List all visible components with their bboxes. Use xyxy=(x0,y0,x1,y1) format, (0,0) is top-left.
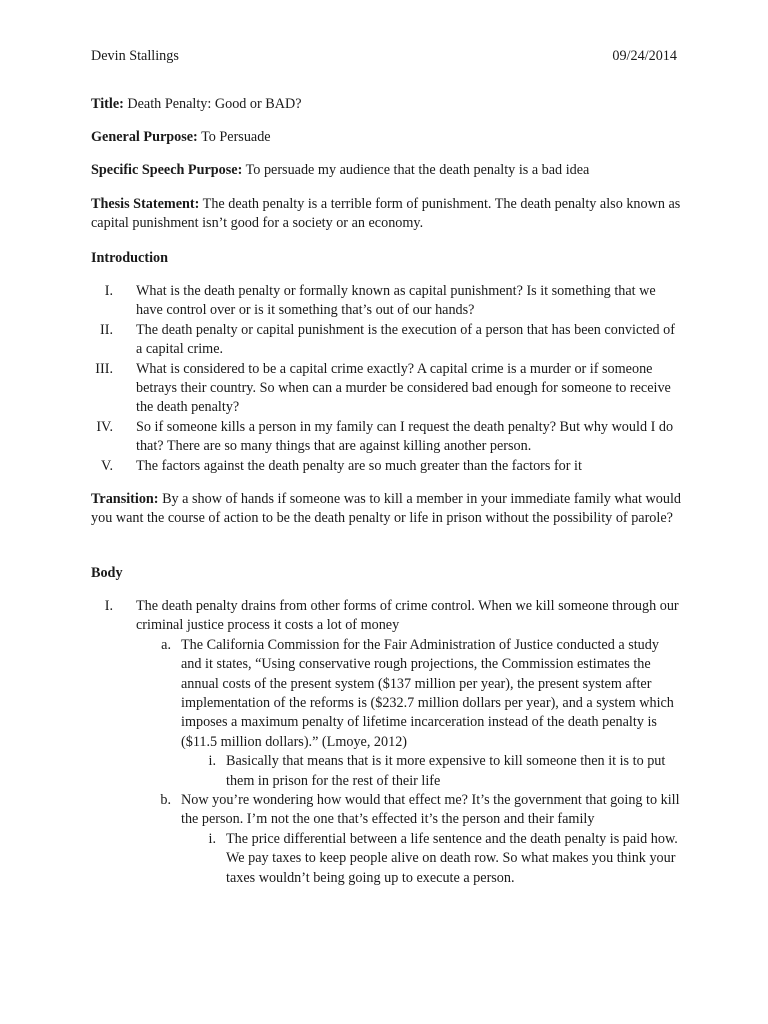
body-list xyxy=(91,597,681,888)
subsublist-text: Basically that means that is it more expensive to kill someone then it is to put them in prison for the rest of their life xyxy=(226,753,666,789)
list-number: I. xyxy=(104,598,113,614)
general-purpose-label: General Purpose: xyxy=(91,129,198,145)
list-number: II. xyxy=(100,321,113,338)
sublist-letter: a. xyxy=(161,636,171,653)
list-number: I. xyxy=(104,283,113,299)
list-text: What is considered to be a capital crime exactly? A capital crime is a murder or if someone betrays their country. So when can a murder be considered bad enough for someone to receive the death penalty? xyxy=(136,360,671,416)
transition-field xyxy=(91,490,681,529)
subsublist-numeral: i. xyxy=(208,830,216,847)
title-value: Death Penalty: Good or BAD? xyxy=(127,96,302,112)
sublist-letter: b. xyxy=(160,792,171,809)
body-heading: Body xyxy=(91,565,123,581)
specific-purpose-field xyxy=(91,161,681,180)
specific-purpose-label: Specific Speech Purpose: xyxy=(91,162,243,178)
subsublist-item xyxy=(91,752,681,791)
list-item xyxy=(91,360,681,418)
list-text: The factors against the death penalty are so much greater than the factors for it xyxy=(136,457,582,474)
subsublist-text: The price differential between a life sentence and the death penalty is paid how. We pay taxes to keep people alive on death row. So what makes you think your taxes wouldn’t being going up to execute a person. xyxy=(226,830,678,886)
subsublist-numeral: i. xyxy=(208,753,216,770)
subsublist-item xyxy=(91,830,681,888)
sublist-item-a xyxy=(91,636,681,752)
sublist-item-b xyxy=(91,791,681,830)
general-purpose-value: To Persuade xyxy=(201,129,271,145)
thesis-field xyxy=(91,195,681,234)
thesis-label: Thesis Statement: xyxy=(91,196,200,212)
list-item xyxy=(91,457,681,476)
title-label: Title: xyxy=(91,96,124,112)
title-field xyxy=(91,95,681,114)
introduction-list xyxy=(91,282,681,476)
sublist-text: Now you’re wondering how would that effect me? It’s the government that going to kill the person. I’m not the one that’s effected it’s the person and their family xyxy=(181,792,680,828)
list-item xyxy=(91,597,681,636)
author-name: Devin Stallings xyxy=(91,48,179,64)
general-purpose-field xyxy=(91,128,681,147)
list-item xyxy=(91,282,681,321)
list-number: V. xyxy=(101,457,113,474)
list-text: The death penalty drains from other forms of crime control. When we kill someone through our criminal justice process it costs a lot of money xyxy=(136,598,679,634)
list-text: The death penalty or capital punishment is the execution of a person that has been convicted of a capital crime. xyxy=(136,321,675,358)
list-text: So if someone kills a person in my family can I request the death penalty? But why would I do that? There are so many things that are against killing another person. xyxy=(136,418,674,455)
transition-value: By a show of hands if someone was to kill a member in your immediate family what would you want the course of action to be the death penalty or life in prison without the possibility of parole? xyxy=(91,491,682,527)
list-number: IV. xyxy=(96,418,113,435)
specific-purpose-value: To persuade my audience that the death penalty is a bad idea xyxy=(245,162,590,178)
document-header xyxy=(91,47,677,67)
list-item xyxy=(91,418,681,457)
list-number: III. xyxy=(95,360,113,377)
introduction-heading: Introduction xyxy=(91,250,168,266)
list-item xyxy=(91,321,681,360)
document-date: 09/24/2014 xyxy=(612,48,677,64)
transition-label: Transition: xyxy=(91,491,159,507)
list-text: What is the death penalty or formally known as capital punishment? Is it something that we have control over or is it something that’s out of our hands? xyxy=(136,283,656,319)
thesis-value: The death penalty is a terrible form of punishment. The death penalty also known as capital punishment isn’t good for a society or an economy. xyxy=(91,196,681,232)
sublist-text: The California Commission for the Fair Administration of Justice conducted a study and it states, “Using conservative rough projections, the Commission estimates the annual costs of the present system ($137 million per year), the present system after implementation of the reforms is ($232.7 million dollars per year), and a system which imposes a maximum penalty of lifetime incarceration instead of the death penalty is ($11.5 million dollars).” (Lmoye, 2012) xyxy=(181,636,674,750)
